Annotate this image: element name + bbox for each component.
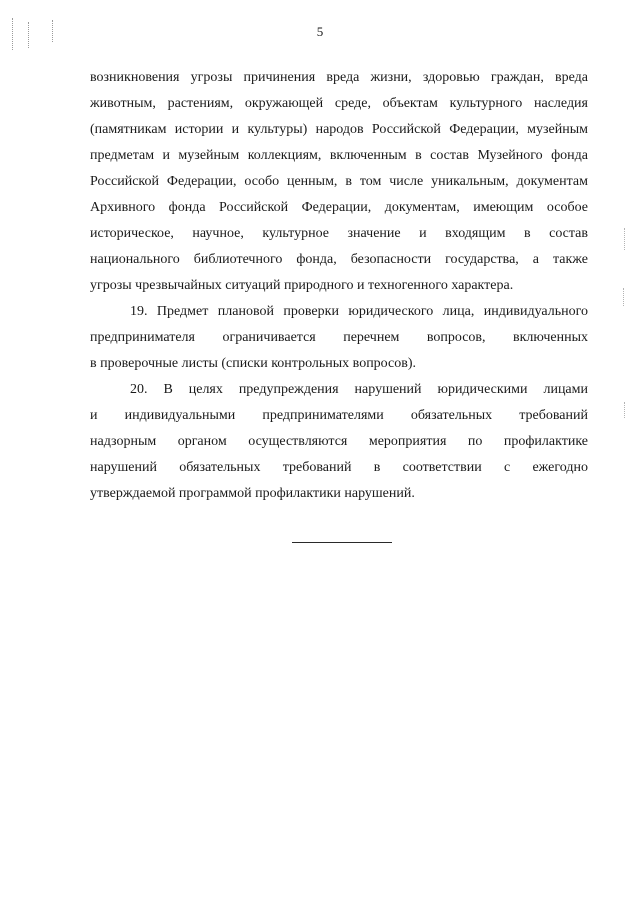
text-line: нарушений обязательных требований в соответствии с ежегодно bbox=[90, 460, 588, 475]
text-line: животным, растениям, окружающей среде, объектам культурного наследия bbox=[90, 96, 588, 111]
text-line: 20. В целях предупреждения нарушений юридическими лицами bbox=[130, 382, 588, 397]
text-line: Российской Федерации, особо ценным, в том числе уникальным, документам bbox=[90, 174, 588, 189]
text-line: угрозы чрезвычайных ситуаций природного и техногенного характера. bbox=[90, 278, 514, 293]
page-number: 5 bbox=[316, 24, 324, 39]
text-line: предметам и музейным коллекциям, включенным в состав Музейного фонда bbox=[90, 148, 588, 163]
text-line: 19. Предмет плановой проверки юридического лица, индивидуального bbox=[130, 304, 588, 319]
text-line: в проверочные листы (списки контрольных вопросов). bbox=[90, 356, 417, 371]
text-line: Архивного фонда Российской Федерации, документам, имеющим особое bbox=[90, 200, 588, 215]
text-line: историческое, научное, культурное значение и входящим в состав bbox=[90, 226, 588, 241]
text-line: национального библиотечного фонда, безопасности государства, а также bbox=[90, 252, 588, 267]
text-line: и индивидуальными предпринимателями обязательных требований bbox=[90, 408, 588, 423]
paragraph-item-19 bbox=[90, 299, 588, 377]
scan-edge-mark bbox=[624, 402, 625, 418]
text-line: возникновения угрозы причинения вреда жизни, здоровью граждан, вреда bbox=[90, 70, 588, 85]
paragraph-continuation bbox=[90, 65, 588, 299]
scan-edge-mark bbox=[623, 288, 624, 306]
closing-rule bbox=[292, 542, 392, 543]
text-line: предпринимателя ограничивается перечнем вопросов, включенных bbox=[90, 330, 588, 345]
document-body bbox=[90, 65, 588, 507]
text-line: (памятникам истории и культуры) народов Российской Федерации, музейным bbox=[90, 122, 588, 137]
text-line: утверждаемой программой профилактики нарушений. bbox=[90, 486, 415, 501]
scan-edge-mark bbox=[624, 228, 625, 250]
paragraph-item-20 bbox=[90, 377, 588, 507]
text-line: надзорным органом осуществляются мероприятия по профилактике bbox=[90, 434, 588, 449]
